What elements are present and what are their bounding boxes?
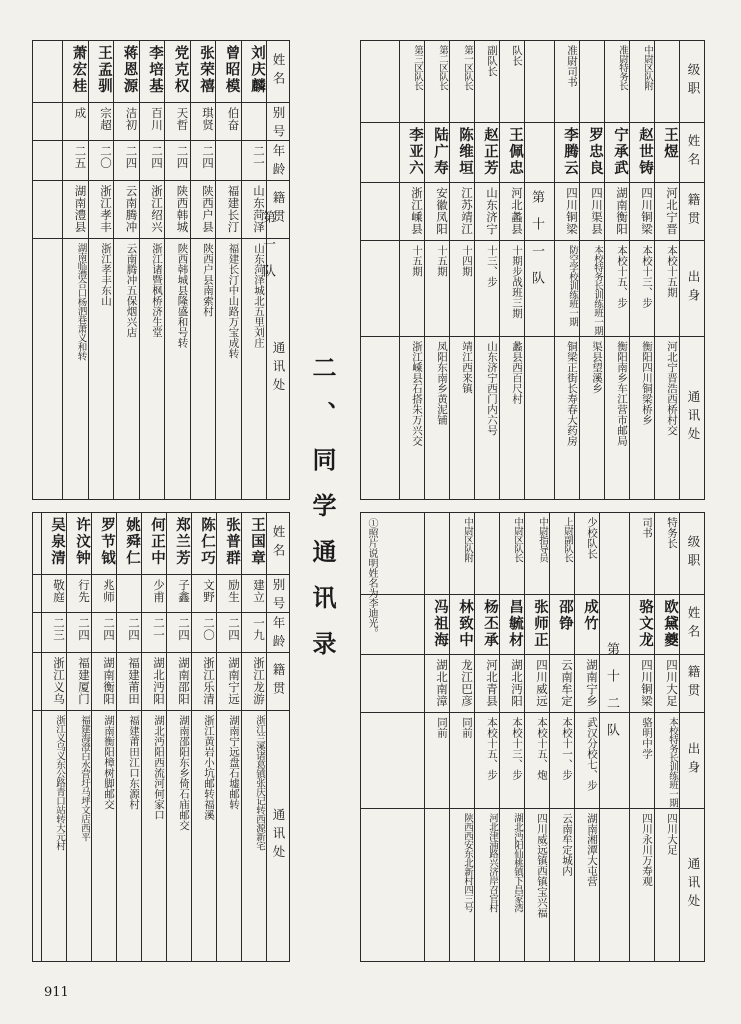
column-divider [449,512,450,962]
cell-contact: 湖南衡阳樟树脚邮交 [103,715,115,810]
cell-edu: 武汉分校七、步 [586,717,598,791]
cell-edu: 本校十五、步 [616,245,628,308]
band-divider [32,140,290,141]
cell-name: 林致中 [457,599,474,649]
cell-name: 罗忠良 [587,127,604,177]
cell-origin: 四川渠县 [590,187,604,235]
band-divider [32,238,290,239]
cell-contact: 渠县望溪乡 [591,341,603,394]
cell-edu: 十五期 [436,245,448,277]
cell-name: 李培基 [147,45,164,95]
cell-alias: 建立 [252,579,266,603]
cell-origin: 湖南邵阳 [177,657,191,705]
cell-age: 二四 [127,617,141,641]
cell-name: 成竹 [582,599,599,632]
header-origin: 籍贯 [686,664,701,702]
footnote: ①照片说明姓名为李迪光。 [366,518,377,638]
cell-rank: 少校队长 [586,517,598,559]
band-divider [32,612,290,613]
cell-age: 二〇 [202,617,216,641]
cell-name: 党克权 [172,45,190,95]
cell-origin: 福建厦门 [77,657,91,705]
cell-name: 欧黛夔 [662,599,679,649]
cell-contact: 福建长汀中山路万宝成转 [227,243,240,359]
column-divider [241,40,242,500]
header-divider [679,40,680,500]
cell-rank: 中尉区队长 [512,517,523,562]
column-divider [215,40,216,500]
band-divider [32,652,290,653]
cell-name: 宁承武 [612,127,629,177]
header-rank: 级职 [686,534,701,572]
cell-alias: 琪贤 [201,107,215,131]
column-divider [424,40,425,500]
cell-contact: 凤阳东南乡黄泥铺 [436,341,448,425]
cell-edu: 本校十五、炮 [536,717,548,780]
cell-alias: 天哲 [175,107,190,131]
cell-name: 郑兰芳 [174,517,191,567]
cell-contact: 湖南湘潭大屯营 [586,813,598,887]
cell-origin: 浙江乐清 [202,657,216,705]
team-label: 第十一队 [529,190,544,298]
cell-contact: 河北宁晋浩西桥村交 [666,341,678,436]
header-origin: 籍贯 [686,192,701,230]
column-divider [654,40,655,500]
column-divider [449,40,450,500]
cell-name: 陈维垣 [457,127,474,177]
header-name: 姓名 [686,605,701,643]
cell-contact: 陕西韩城县隆盛和号转 [176,243,189,348]
cell-name: 杨丕承 [482,599,499,649]
cell-contact: 湖北沔阳仙桃镇下昌家湾 [512,813,523,912]
cell-contact: 蠡县西百尺村 [511,341,523,404]
cell-origin: 安徽凤阳 [435,187,449,235]
cell-origin: 湖北沔阳 [510,659,524,707]
cell-alias: 子鑫 [177,579,191,603]
cell-edu: 防空学校训练班一期 [567,245,578,326]
cell-name: 何正中 [149,517,166,567]
cell-name: 姚舜仁 [124,517,141,567]
cell-alias: 宗超 [99,107,113,131]
cell-origin: 湖南宁乡 [585,659,599,707]
cell-contact: 浙江兰溪诸葛镇张庆记转西源新宅 [254,715,265,850]
cell-name: 骆文龙 [637,599,654,649]
cell-name: 陈仁巧 [199,517,216,567]
cell-contact: 福建海澄白水营圩马坪文店西平 [79,715,90,841]
cell-origin: 河北蠡县 [510,187,524,235]
cell-origin: 湖北沔阳 [152,657,166,705]
cell-age: 一九 [252,617,266,641]
cell-origin: 浙江龙游 [252,657,266,705]
column-divider [474,512,475,962]
column-divider [166,512,167,962]
cell-rank: 准尉特务长 [617,45,628,90]
band-divider [32,180,290,181]
header-age: 年龄 [271,616,286,653]
cell-edu: 本校特务长训练班一期 [592,245,603,335]
cell-origin: 四川铜梁 [565,187,579,235]
cell-name: 吴泉清 [49,517,66,567]
cell-edu: 十三、步 [486,245,498,287]
header-name: 姓名 [271,524,286,562]
cell-name: 张荣禧 [198,45,215,95]
cell-origin: 福建莆田 [127,657,141,705]
header-age: 年龄 [271,144,286,181]
cell-alias: 伯奋 [226,107,241,131]
cell-origin: 湖南澧县 [73,185,88,233]
column-divider [91,512,92,962]
column-divider [599,512,600,962]
cell-origin: 陕西韩城 [175,185,190,233]
cell-age: 二四 [102,617,116,641]
cell-rank: 第二区队长 [437,45,448,90]
header-name: 姓名 [271,52,286,90]
band-divider [32,574,290,575]
cell-name: 冯祖海 [432,599,449,649]
cell-name: 张普群 [224,517,241,567]
cell-alias: 成 [73,107,88,119]
header-contact: 通讯处 [686,390,701,446]
cell-name: 陆广寿 [432,127,449,177]
cell-age: 二四 [77,617,91,641]
cell-name: 王佩忠 [507,127,524,177]
cell-age: 二五 [73,145,88,169]
cell-name: 萧宏桂 [70,45,88,95]
cell-edu: 同前 [436,717,448,738]
column-divider [604,40,605,500]
column-divider [499,40,500,500]
cell-origin: 湖北南漳 [435,659,449,707]
header-edu: 出身 [686,741,701,779]
column-divider [41,512,42,962]
band-divider [32,710,290,711]
page-title: 二、同学通讯录 [308,355,337,677]
column-divider [654,512,655,962]
cell-name: 邵铮 [557,599,574,632]
header-divider [266,512,267,962]
column-divider [524,40,525,500]
cell-origin: 河北宁晋 [665,187,679,235]
cell-edu: 十四期 [461,245,473,277]
cell-origin: 湖南衡阳 [102,657,116,705]
column-divider [190,40,191,500]
cell-contact: 铜梁正街长寿春大药房 [566,341,578,446]
cell-contact: 云南牟定城内 [561,813,573,876]
team-label: 第十二队 [604,642,619,750]
cell-age: 二四 [201,145,215,169]
cell-age: 二四 [175,145,190,169]
header-alias: 别号 [271,106,286,143]
column-divider [554,40,555,500]
cell-origin: 浙江孝丰 [99,185,113,233]
cell-origin: 四川铜梁 [640,187,654,235]
column-divider [191,512,192,962]
cell-edu: 十五期 [411,245,423,277]
cell-rank: 第一区队长 [462,45,473,90]
column-divider [241,512,242,962]
column-divider [399,40,400,500]
column-divider [88,40,89,500]
cell-name: 赵正芳 [482,127,499,177]
cell-origin: 福建长汀 [226,185,241,233]
column-divider [141,512,142,962]
cell-origin: 龙江巴彦 [460,659,474,707]
cell-origin: 浙江嵊县 [410,187,424,235]
cell-alias: 行先 [77,579,91,603]
column-divider [524,512,525,962]
cell-rank: 副队长 [486,45,498,77]
cell-contact: 浙江义乌义东公路青口站转大元村 [54,715,65,850]
column-divider [629,40,630,500]
cell-origin: 浙江义乌 [52,657,66,705]
cell-contact: 湖北沔阳西流河何家口 [153,715,165,820]
cell-age: 二一 [252,145,266,169]
cell-rank: 中尉指导员 [537,517,548,562]
cell-origin: 云南牟定 [560,659,574,707]
cell-contact: 浙江黄岩小坑邮转福溪 [203,715,215,820]
cell-contact: 浙江诸暨枫桥济生堂 [151,243,163,338]
cell-contact: 四川永川万寿观 [641,813,653,887]
header-alias: 别号 [271,578,286,615]
cell-alias: 敬庭 [52,579,66,603]
cell-name: 罗节钺 [99,517,116,567]
cell-name: 王国章 [249,517,266,567]
column-divider [113,40,114,500]
cell-name: 王煜 [662,127,679,160]
cell-contact: 衡阳四川铜梁桥乡 [641,341,653,425]
cell-origin: 江苏靖江 [460,187,474,235]
cell-edu: 本校特务长训练班一期 [667,717,678,807]
cell-contact: 浙江孝丰东山 [100,243,112,306]
cell-edu: 骆明中学 [641,717,653,759]
cell-alias: 励生 [227,579,241,603]
column-divider [116,512,117,962]
header-edu: 出身 [686,269,701,307]
cell-contact: 衡阳南乡车江营市邮局 [616,341,628,446]
cell-contact: 山东济宁西门内六号 [486,341,498,436]
column-divider [62,40,63,500]
cell-edu: 十期步战班三期 [511,245,523,319]
header-name: 姓名 [686,133,701,171]
cell-origin: 湖南衡阳 [615,187,629,235]
cell-origin: 河北青县 [485,659,499,707]
cell-contact: 陕西西安东北新村四三号 [462,813,473,912]
cell-age: 二〇 [99,145,113,169]
cell-name: 王孟驯 [96,45,113,95]
cell-alias: 兆师 [102,579,116,603]
cell-rank: 上尉副队长 [562,517,573,562]
cell-age: 二四 [124,145,139,169]
column-divider [499,512,500,962]
cell-origin: 湖南宁远 [227,657,241,705]
cell-age: 二四 [227,617,241,641]
cell-origin: 云南腾冲 [124,185,139,233]
column-divider [164,40,165,500]
cell-rank: 第三区队长 [412,45,423,90]
cell-contact: 湖南宁远盘石墟邮转 [228,715,240,810]
cell-contact: 浙江嵊县石搭朱万兴交 [411,341,423,446]
column-divider [474,40,475,500]
cell-rank: 司书 [641,517,653,538]
cell-name: 蒋恩源 [121,45,139,95]
cell-rank: 队长 [511,45,523,66]
cell-edu: 本校十三、步 [641,245,653,308]
cell-rank: 中尉区队附 [642,45,653,90]
cell-name: 曾昭模 [223,45,241,95]
cell-contact: 福建莆田江口东源村 [128,715,140,810]
cell-edu: 本校十五、步 [486,717,498,780]
cell-name: 昌毓材 [507,599,524,649]
cell-edu: 本校十一、步 [561,717,573,780]
cell-rank: 特务长 [666,517,678,549]
header-rank: 级职 [686,62,701,100]
cell-rank: 中尉区队附 [462,517,473,562]
cell-origin: 浙江绍兴 [150,185,164,233]
team-label: 第一队 [260,210,275,291]
cell-contact: 四川大足 [666,813,678,855]
column-divider [66,512,67,962]
cell-edu: 本校十五期 [666,245,678,298]
column-divider [424,512,425,962]
cell-name: 赵世铸 [637,127,654,177]
cell-age: 二一 [152,617,166,641]
column-divider [579,40,580,500]
column-divider [216,512,217,962]
header-contact: 通讯处 [686,857,701,913]
column-divider [629,512,630,962]
column-divider [574,512,575,962]
cell-contact: 云南腾冲五保烟兴店 [125,243,138,338]
cell-contact: 河北津浦路兴济岸召官村 [487,813,498,912]
cell-contact: 山东菏泽城北五里刘庄 [253,243,265,348]
cell-origin: 四川威远 [535,659,549,707]
header-divider [679,512,680,962]
cell-name: 许汶钟 [74,517,91,567]
cell-contact: 靖江西来镇 [461,341,473,394]
cell-alias: 百川 [150,107,164,131]
cell-origin: 四川铜梁 [640,659,654,707]
cell-age: 二四 [177,617,191,641]
cell-origin: 山东菏泽 [252,185,266,233]
cell-origin: 山东济宁 [485,187,499,235]
cell-name: 刘庆麟 [249,45,266,95]
cell-origin: 四川大足 [665,659,679,707]
cell-rank: 准尉司书 [566,45,578,87]
column-divider [139,40,140,500]
cell-alias: 少甫 [152,579,166,603]
cell-contact: 湖南临澧合口杨泗巷萧义和转 [75,243,87,360]
cell-name: 李亚六 [407,127,424,177]
cell-name: 张师正 [532,599,549,649]
header-contact: 通讯处 [271,808,286,864]
cell-name: 李腾云 [562,127,579,177]
cell-edu: 同前 [461,717,473,738]
band-divider [32,102,290,103]
cell-alias: 洁初 [124,107,139,131]
page-number: 911 [44,985,69,1000]
cell-alias: 文野 [202,579,216,603]
cell-origin: 陕西户县 [201,185,215,233]
cell-contact: 陕西户县南索村 [202,243,214,317]
header-origin: 籍贯 [271,662,286,700]
cell-contact: 四川威远镇西镇宝兴福 [536,813,548,918]
cell-edu: 本校十三、步 [511,717,523,780]
cell-age: 二四 [150,145,164,169]
cell-contact: 湖南邵阳东乡倚石庙邮交 [178,715,190,831]
header-contact: 通讯处 [271,341,286,397]
cell-age: 二三 [52,617,66,641]
header-origin: 籍贯 [271,190,286,228]
column-divider [549,512,550,962]
